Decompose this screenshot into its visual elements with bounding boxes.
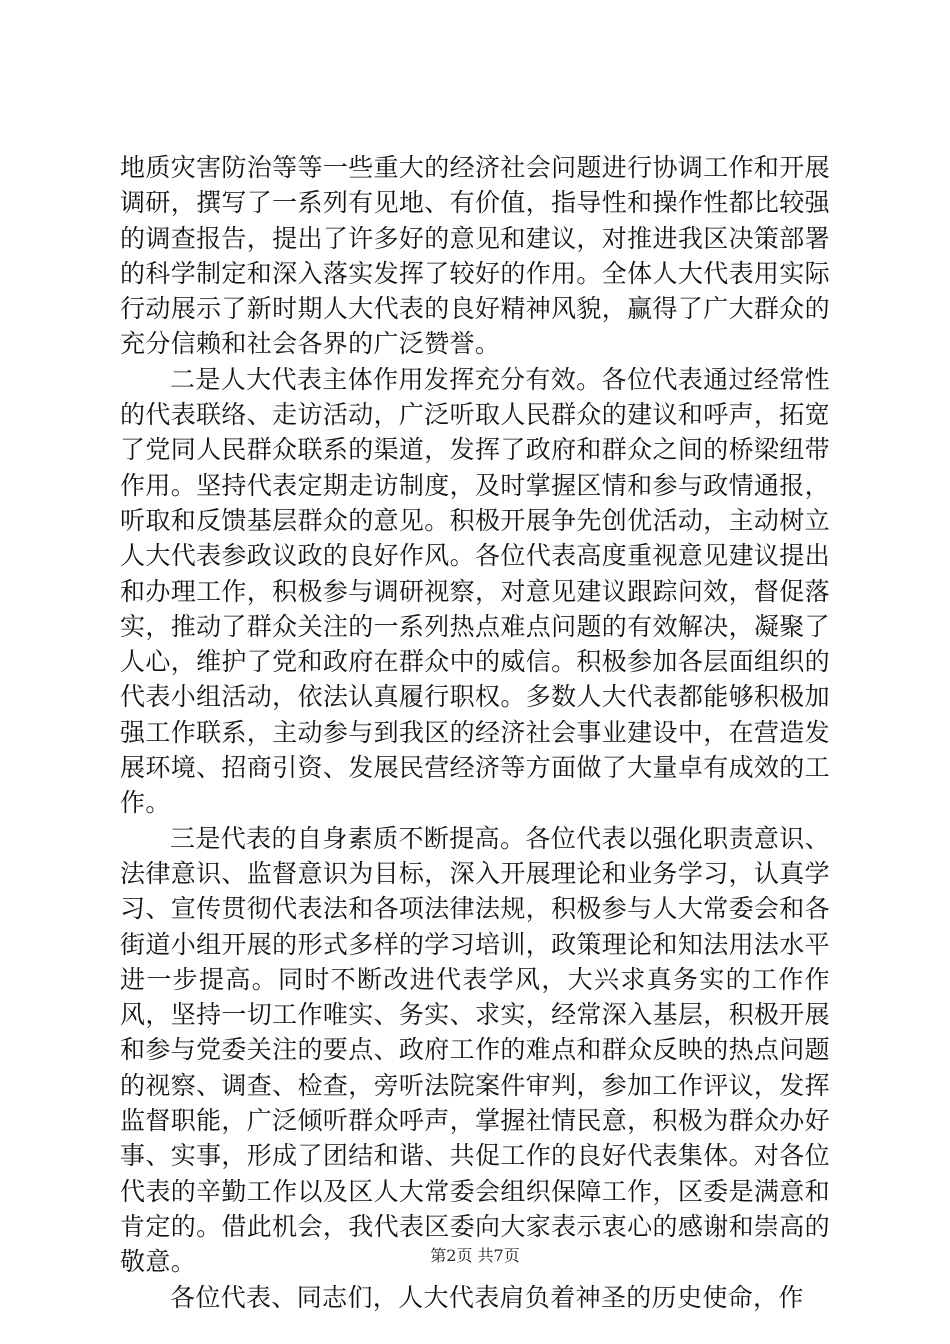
document-body xyxy=(120,150,830,1315)
paragraph-closing-start: 各位代表、同志们，人大代表肩负着神圣的历史使命，作 xyxy=(170,1282,804,1312)
paragraph-continuation: 地质灾害防治等等一些重大的经济社会问题进行协调工作和开展调研，撰写了一系列有见地、有价值，指导性和操作性都比较强的调查报告，提出了许多好的意见和建议，对推进我区决策部署的科学制定和深入落实发挥了较好的作用。全体人大代表用实际行动展示了新时期人大代表的良好精神风貌，赢得了广大群众的充分信赖和社会各界的广泛赞誉。 xyxy=(120,153,830,359)
paragraph-representative-quality: 三是代表的自身素质不断提高。各位代表以强化职责意识、法律意识、监督意识为目标，深入开展理论和业务学习，认真学习、宣传贯彻代表法和各项法律法规，积极参与人大常委会和各街道小组开展的形式多样的学习培训，政策理论和知法用法水平进一步提高。同时不断改进代表学风，大兴求真务实的工作作风，坚持一切工作唯实、务实、求实，经常深入基层，积极开展和参与党委关注的要点、政府工作的难点和群众反映的热点问题的视察、调查、检查，旁听法院案件审判，参加工作评议，发挥监督职能，广泛倾听群众呼声，掌握社情民意，积极为群众办好事、实事，形成了团结和谐、共促工作的良好代表集体。对各位代表的辛勤工作以及区人大常委会组织保障工作，区委是满意和肯定的。借此机会，我代表区委向大家表示衷心的感谢和崇高的敬意。 xyxy=(120,823,830,1277)
page-footer: 第2页 共7页 xyxy=(430,1246,520,1265)
paragraph-representative-role: 二是人大代表主体作用发挥充分有效。各位代表通过经常性的代表联络、走访活动，广泛听取人民群众的建议和呼声，拓宽了党同人民群众联系的渠道，发挥了政府和群众之间的桥梁纽带作用。坚持代表定期走访制度，及时掌握区情和参与政情通报，听取和反馈基层群众的意见。积极开展争先创优活动，主动树立人大代表参政议政的良好作风。各位代表高度重视意见建议提出和办理工作，积极参与调研视察，对意见建议跟踪问效，督促落实，推动了群众关注的一系列热点难点问题的有效解决，凝聚了人心，维护了党和政府在群众中的威信。积极参加各层面组织的代表小组活动，依法认真履行职权。多数人大代表都能够积极加强工作联系，主动参与到我区的经济社会事业建设中，在营造发展环境、招商引资、发展民营经济等方面做了大量卓有成效的工作。 xyxy=(120,364,830,818)
